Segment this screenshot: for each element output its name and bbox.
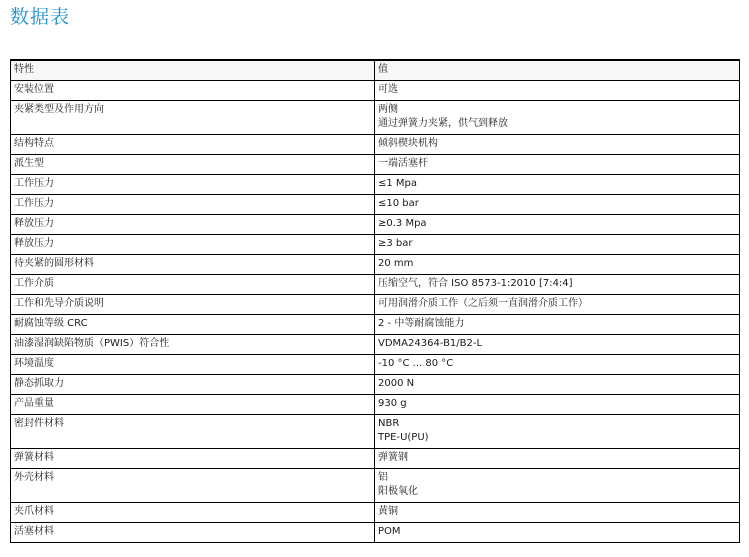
table-row (11, 275, 740, 295)
property-cell: 工作和先导介质说明 (11, 295, 375, 315)
property-cell: 弹簧材料 (11, 449, 375, 469)
property-cell: 工作压力 (11, 195, 375, 215)
property-cell: 静态抓取力 (11, 375, 375, 395)
value-cell: 20 mm (375, 255, 740, 275)
value-cell: NBR TPE-U(PU) (375, 415, 740, 449)
property-cell: 密封件材料 (11, 415, 375, 449)
datasheet-table-container (10, 59, 739, 543)
table-row (11, 135, 740, 155)
table-row (11, 523, 740, 543)
table-body (11, 81, 740, 543)
value-cell: ≥0.3 Mpa (375, 215, 740, 235)
table-row (11, 175, 740, 195)
value-cell: 倾斜楔块机构 (375, 135, 740, 155)
table-row (11, 195, 740, 215)
property-cell: 安装位置 (11, 81, 375, 101)
value-cell: 压缩空气，符合 ISO 8573-1:2010 [7:4:4] (375, 275, 740, 295)
property-cell: 工作介质 (11, 275, 375, 295)
property-cell: 环境温度 (11, 355, 375, 375)
property-cell: 油漆湿润缺陷物质（PWIS）符合性 (11, 335, 375, 355)
property-cell: 工作压力 (11, 175, 375, 195)
table-row (11, 235, 740, 255)
property-cell: 释放压力 (11, 235, 375, 255)
value-cell: 可用润滑介质工作（之后须一直润滑介质工作） (375, 295, 740, 315)
table-row (11, 503, 740, 523)
table-row (11, 415, 740, 449)
table-row (11, 101, 740, 135)
property-cell: 夹紧类型及作用方向 (11, 101, 375, 135)
property-cell: 夹爪材料 (11, 503, 375, 523)
table-row (11, 155, 740, 175)
table-row (11, 295, 740, 315)
property-cell: 释放压力 (11, 215, 375, 235)
property-cell: 外壳材料 (11, 469, 375, 503)
value-cell: ≤10 bar (375, 195, 740, 215)
property-cell: 派生型 (11, 155, 375, 175)
table-row (11, 395, 740, 415)
table-header-row (11, 60, 740, 81)
value-cell: 930 g (375, 395, 740, 415)
value-cell: 可选 (375, 81, 740, 101)
table-row (11, 335, 740, 355)
table-row (11, 469, 740, 503)
table-row (11, 315, 740, 335)
value-cell: ≤1 Mpa (375, 175, 740, 195)
table-row (11, 355, 740, 375)
value-cell: 2 - 中等耐腐蚀能力 (375, 315, 740, 335)
value-cell: 黄铜 (375, 503, 740, 523)
value-cell: 弹簧钢 (375, 449, 740, 469)
table-row (11, 215, 740, 235)
value-cell: VDMA24364-B1/B2-L (375, 335, 740, 355)
property-cell: 产品重量 (11, 395, 375, 415)
property-column-header: 特性 (11, 60, 375, 81)
value-cell: 一端活塞杆 (375, 155, 740, 175)
value-cell: 铝 阳极氧化 (375, 469, 740, 503)
datasheet-table (10, 59, 740, 543)
table-row (11, 375, 740, 395)
table-row (11, 449, 740, 469)
table-row (11, 255, 740, 275)
value-cell: ≥3 bar (375, 235, 740, 255)
property-cell: 耐腐蚀等级 CRC (11, 315, 375, 335)
value-cell: -10 °C ... 80 °C (375, 355, 740, 375)
property-cell: 待夹紧的圆形材料 (11, 255, 375, 275)
value-cell: POM (375, 523, 740, 543)
property-cell: 结构特点 (11, 135, 375, 155)
table-row (11, 81, 740, 101)
value-column-header: 值 (375, 60, 740, 81)
property-cell: 活塞材料 (11, 523, 375, 543)
value-cell: 2000 N (375, 375, 740, 395)
value-cell: 两侧 通过弹簧力夹紧，供气到释放 (375, 101, 740, 135)
page-title: 数据表 (10, 6, 71, 28)
